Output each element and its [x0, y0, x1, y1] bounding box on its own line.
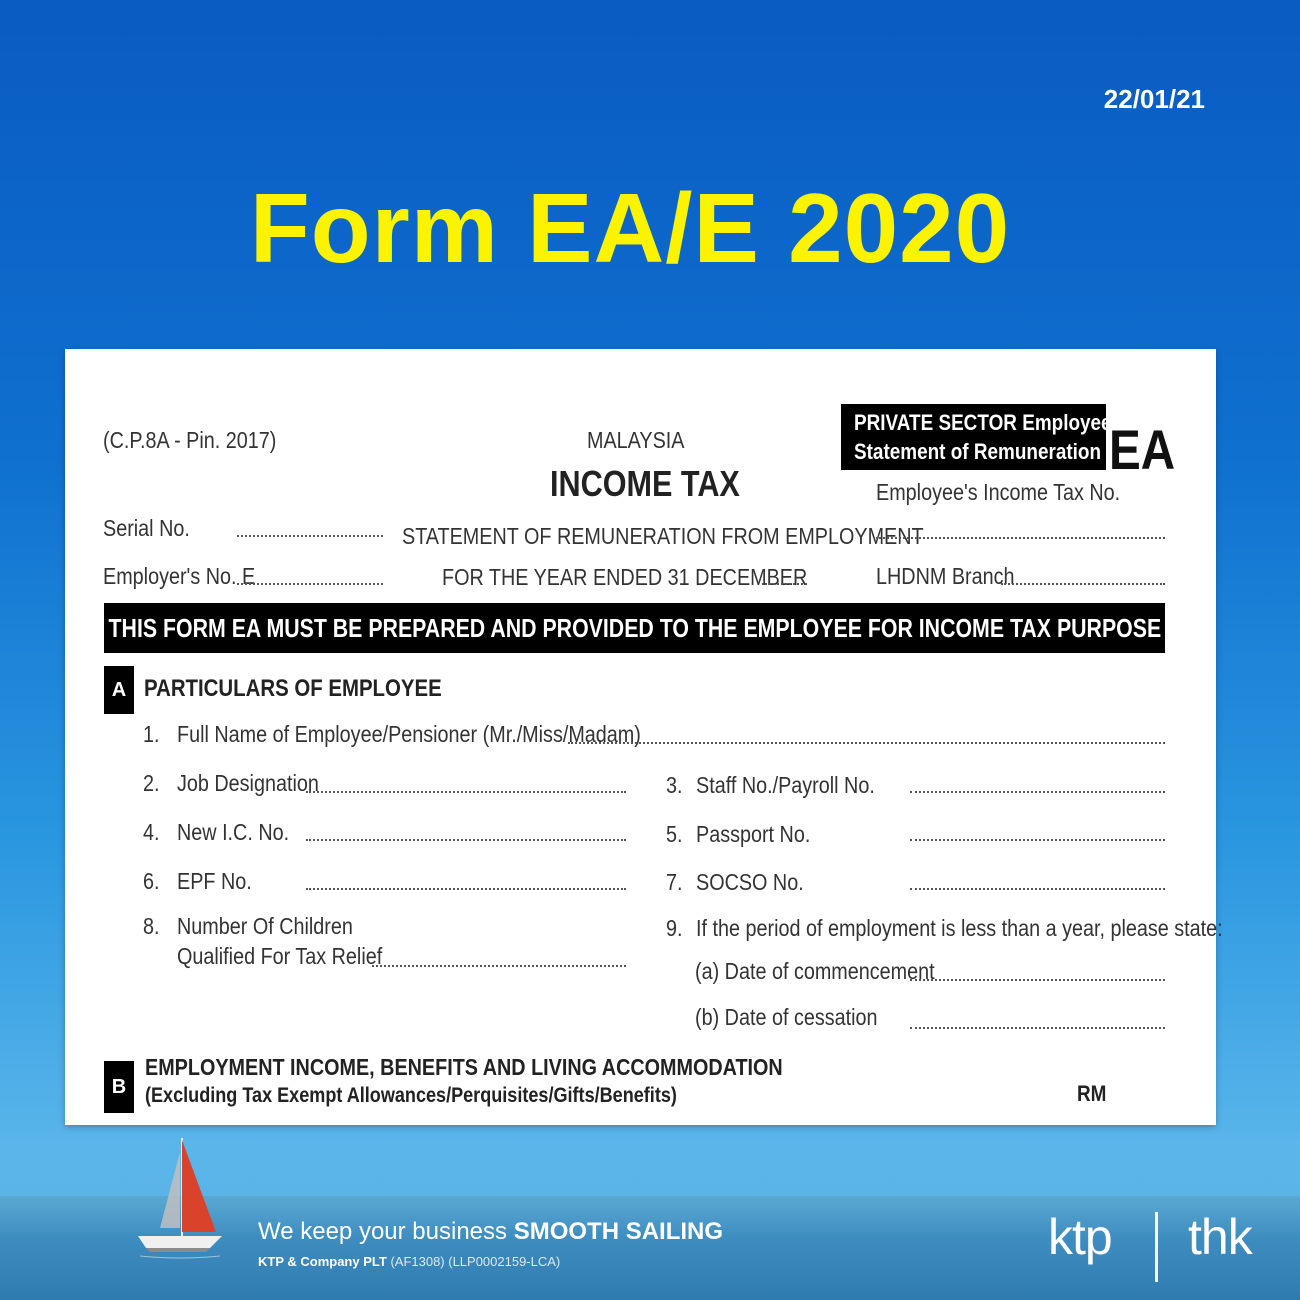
field-3-input	[910, 791, 1165, 793]
field-1-input	[568, 742, 1165, 744]
branch-label: LHDNM Branch	[876, 563, 1015, 589]
ea-form-image	[65, 349, 1223, 1125]
field-8-input	[372, 965, 626, 967]
company-name: KTP & Company PLT	[258, 1254, 387, 1269]
field-4-label: New I.C. No.	[177, 819, 290, 845]
form-letter: EA	[1109, 418, 1176, 481]
field-3-label: Staff No./Payroll No.	[696, 772, 875, 798]
field-2-input	[306, 791, 626, 793]
field-8-label-2: Qualified For Tax Relief	[177, 943, 383, 969]
sailboat-icon	[130, 1132, 230, 1262]
field-1-number: 1.	[143, 721, 160, 747]
field-5-label: Passport No.	[696, 821, 811, 847]
form-badge	[841, 404, 1127, 470]
slogan-prefix: We keep your business	[258, 1218, 508, 1245]
section-b-letter: B	[104, 1061, 134, 1113]
income-tax-no-label: Employee's Income Tax No.	[876, 479, 1121, 505]
brand-logo-thk: thk	[1188, 1209, 1252, 1265]
employer-label: Employer's No. E	[103, 563, 256, 589]
field-8-number: 8.	[143, 913, 160, 939]
branch-field	[1001, 583, 1165, 585]
cessation-label: (b) Date of cessation	[695, 1004, 878, 1030]
section-b-subtitle: (Excluding Tax Exempt Allowances/Perquisites/Gifts/Benefits)	[145, 1084, 677, 1107]
field-3-number: 3.	[666, 772, 683, 798]
field-6-input	[306, 888, 626, 890]
field-1-label: Full Name of Employee/Pensioner (Mr./Miss/Madam)	[177, 721, 641, 747]
employer-field	[237, 583, 383, 585]
form-country: MALAYSIA	[587, 427, 685, 453]
serial-label: Serial No.	[103, 515, 190, 541]
field-9-number: 9.	[666, 915, 683, 941]
cessation-input	[910, 1027, 1165, 1029]
field-7-input	[910, 888, 1165, 890]
field-4-number: 4.	[143, 819, 160, 845]
statement-title: STATEMENT OF REMUNERATION FROM EMPLOYMENT	[402, 523, 924, 549]
field-9-label: If the period of employment is less than a year, please state:	[696, 915, 1223, 941]
currency-label: RM	[1077, 1081, 1107, 1106]
banner-text: THIS FORM EA MUST BE PREPARED AND PROVIDED TO THE EMPLOYEE FOR INCOME TAX PURPOSE	[108, 612, 1161, 643]
footer-slogan	[258, 1218, 723, 1246]
serial-field	[237, 535, 383, 537]
field-6-number: 6.	[143, 868, 160, 894]
headline-title: Form EA/E 2020	[249, 173, 1011, 283]
section-a-title: PARTICULARS OF EMPLOYEE	[144, 675, 442, 702]
section-b-title: EMPLOYMENT INCOME, BENEFITS AND LIVING ACCOMMODATION	[145, 1054, 783, 1080]
commencement-label: (a) Date of commencement	[695, 958, 935, 984]
field-7-label: SOCSO No.	[696, 869, 804, 895]
field-5-input	[910, 839, 1165, 841]
field-7-number: 7.	[666, 869, 683, 895]
field-4-input	[306, 839, 626, 841]
commencement-input	[910, 979, 1165, 981]
section-a-letter: A	[104, 666, 134, 714]
field-5-number: 5.	[666, 821, 683, 847]
field-8-label: Number Of Children	[177, 913, 353, 939]
badge-line-1: PRIVATE SECTOR Employee's	[854, 410, 1127, 435]
form-title: INCOME TAX	[550, 463, 740, 504]
field-2-label: Job Designation	[177, 770, 319, 796]
field-6-label: EPF No.	[177, 868, 252, 894]
brand-divider	[1155, 1212, 1158, 1282]
income-tax-no-field	[876, 537, 1165, 539]
year-label: FOR THE YEAR ENDED 31 DECEMBER	[442, 564, 808, 590]
slogan-bold: SMOOTH SAILING	[513, 1218, 724, 1245]
date-label: 22/01/21	[1103, 84, 1205, 114]
form-banner	[104, 603, 1165, 653]
company-ids: (AF1308) (LLP0002159-LCA)	[390, 1254, 561, 1269]
footer-company	[258, 1254, 560, 1269]
year-field	[762, 583, 807, 585]
field-2-number: 2.	[143, 770, 160, 796]
badge-line-2: Statement of Remuneration	[854, 439, 1102, 464]
brand-logo-ktp: ktp	[1048, 1209, 1112, 1265]
form-code: (C.P.8A - Pin. 2017)	[103, 427, 277, 453]
